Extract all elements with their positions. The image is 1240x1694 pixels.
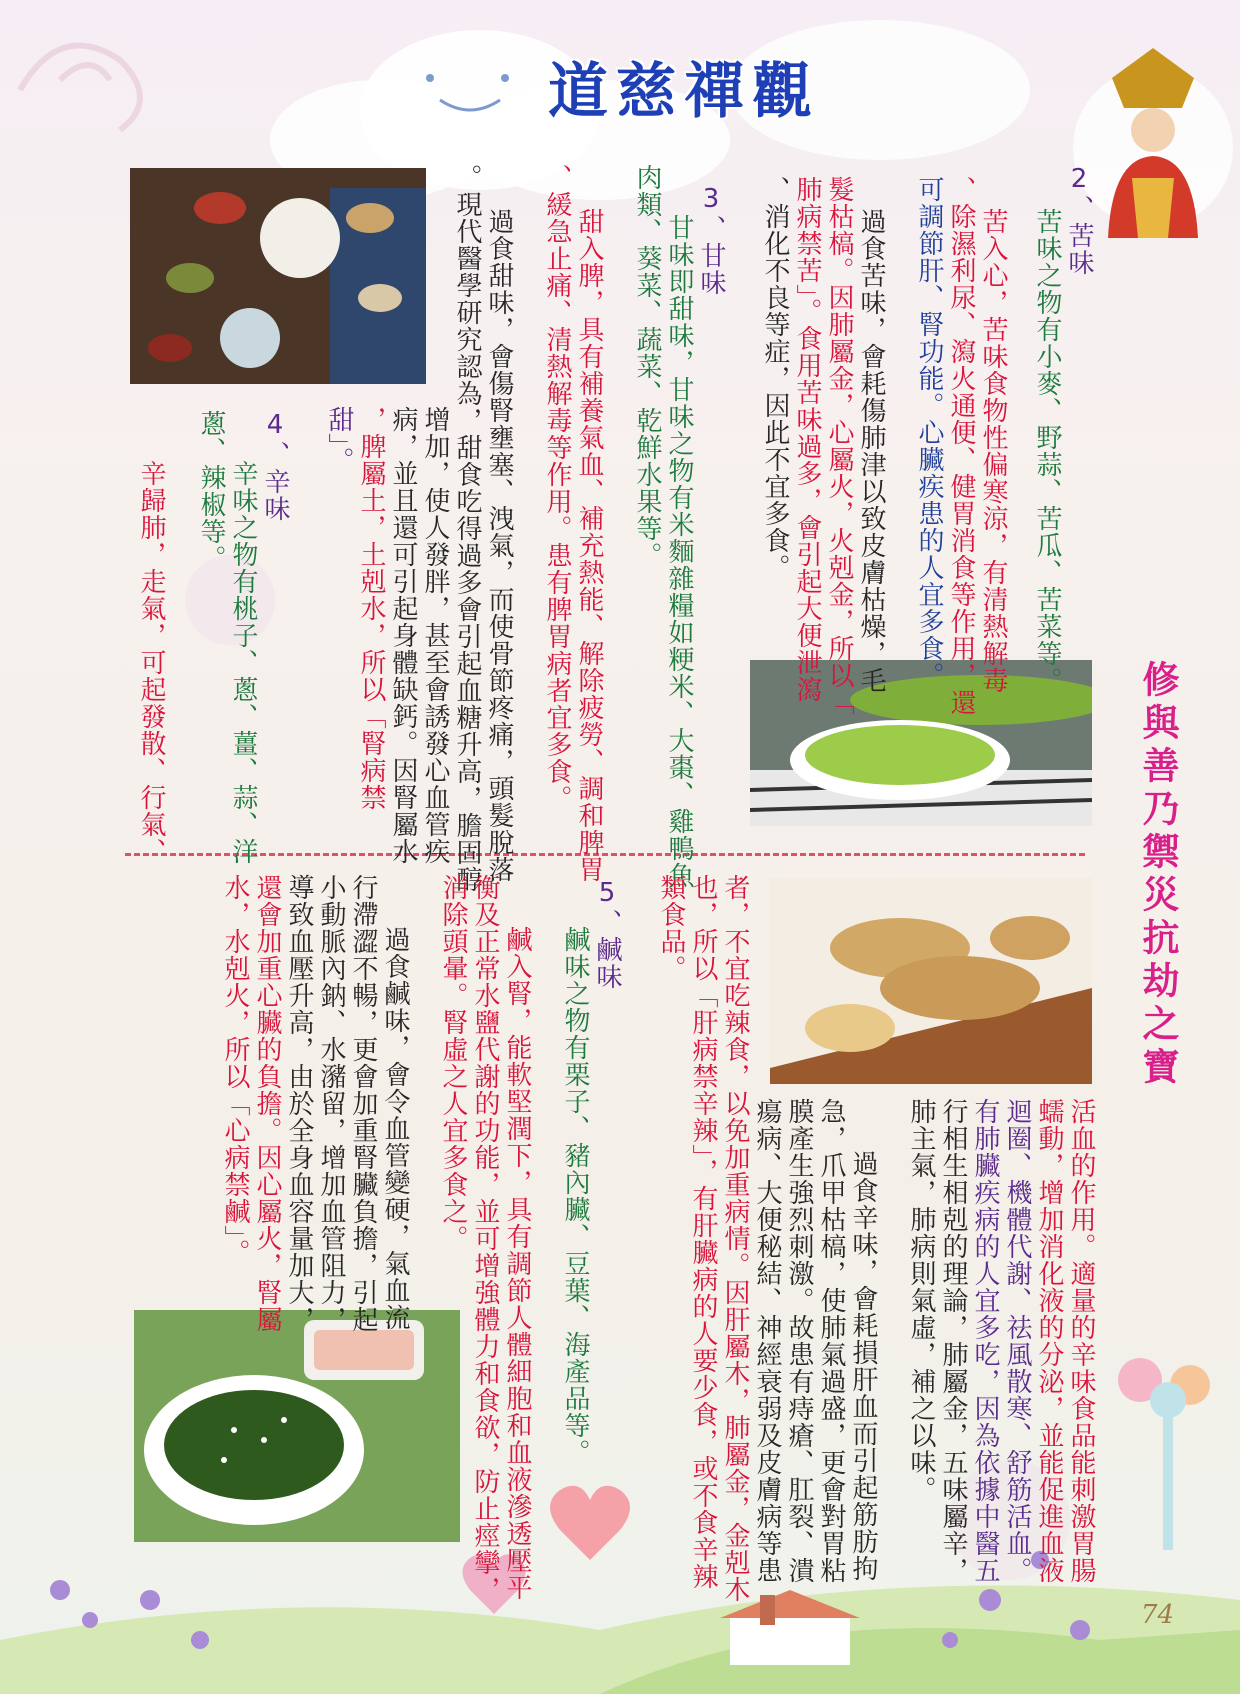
- salty-warning-3: 小動脈內鈉、水瀦留，增加血管阻力，: [316, 874, 346, 1333]
- bitter-heading: 2、苦味: [1064, 164, 1094, 276]
- pungent-benefit-cont-3: 迴圈、機體代謝、祛風散寒、舒筋活血。: [1002, 1098, 1032, 1584]
- pungent-warning-4: 瘍病、大便秘結、神經衰弱及皮膚病等患: [752, 1098, 782, 1584]
- ginger-photo: [770, 878, 1092, 1084]
- pungent-warning-5: 者，不宜吃辣食，以免加重病情。因肝屬木，肺屬金，金剋木: [720, 874, 750, 1603]
- pungent-warning-7: 類食品。: [656, 874, 686, 982]
- sweet-intro-1: 甘味即甜味，甘味之物有米麵雜糧如粳米、大棗、雞鴨魚: [664, 214, 694, 889]
- bitter-intro: 苦味之物有小麥、野蒜、苦瓜、苦菜等。: [1032, 208, 1062, 694]
- pungent-warning-3: 膜產生強烈刺激。故患有痔瘡、肛裂、潰: [784, 1098, 814, 1584]
- pungent-heading: 4、辛味: [260, 410, 290, 522]
- sweet-benefit-2: 、緩急止痛、清熱解毒等作用。患有脾胃病者宜多食。: [542, 164, 572, 812]
- pungent-benefit-cont-6: 肺主氣，肺病則氣虛，補之以味。: [906, 1098, 936, 1503]
- bitter-benefit-3: 可調節肝、腎功能。心臟疾患的人宜多食。: [914, 176, 944, 689]
- sweet-warning-1: 過食甜味，會傷腎壅塞、洩氣，而使骨節疼痛，頭髮脫落: [484, 208, 514, 883]
- salty-benefit-1: 鹹入腎，能軟堅潤下，具有調節人體細胞和血液滲透壓平: [502, 926, 532, 1601]
- salty-warning-5: 還會加重心臟的負擔。因心屬火，腎屬: [252, 874, 282, 1333]
- slogan: 修與善乃禦災抗劫之寶: [1136, 660, 1180, 1090]
- pungent-benefit-cont-1: 活血的作用。適量的辛味食品能刺激胃腸: [1066, 1098, 1096, 1584]
- salty-heading: 5、鹹味: [592, 878, 622, 990]
- tree-icon: [1118, 1358, 1210, 1550]
- sweet-warning-2: 。現代醫學研究認為，甜食吃得過多會引起血糖升高，膽固醇: [452, 164, 482, 893]
- sweet-warning-6: 甜」。: [324, 406, 354, 474]
- bitter-warning-3: 肺病禁苦」。食用苦味過多，會引起大便泄瀉: [792, 176, 822, 703]
- pungent-benefit-cont-2: 蠕動，增加消化液的分泌，並能促進血液: [1034, 1098, 1064, 1584]
- pungent-intro-2: 蔥、辣椒等。: [196, 410, 226, 572]
- pungent-benefit-start: 辛歸肺，走氣，可起發散、行氣、: [136, 460, 166, 865]
- bitter-warning-1: 過食苦味，會耗傷肺津以致皮膚枯燥，毛: [856, 208, 886, 694]
- bitter-benefit-2: 、除濕利尿、瀉火通便、健胃消食等作用，還: [946, 176, 976, 716]
- page-number: 74: [1140, 1600, 1174, 1630]
- bitter-warning-2: 髮枯槁。因肺屬金，心屬火，火剋金，所以「: [824, 176, 854, 716]
- page-title: 道慈禪觀: [548, 57, 820, 127]
- grains-photo: [130, 168, 426, 384]
- salty-warning-2: 行滯澀不暢，更會加重腎臟負擔，引起: [348, 874, 378, 1333]
- salty-intro: 鹹味之物有栗子、豬內臟、豆葉、海產品等。: [560, 926, 590, 1466]
- pungent-benefit-cont-5: 行相生相剋的理論，肺屬金，五味屬辛，: [938, 1098, 968, 1584]
- sweet-heading: 3、甘味: [696, 184, 726, 296]
- seaweed-salad-photo: [134, 1310, 460, 1542]
- salty-warning-4: 導致血壓升高，由於全身血容量加大，: [284, 874, 314, 1333]
- sweet-warning-4: 病，並且還可引起身體缺鈣。因腎屬水: [388, 406, 418, 865]
- pungent-benefit-cont-4: 有肺臟疾病的人宜多吃，因為依據中醫五: [970, 1098, 1000, 1584]
- sweet-benefit-1: 甜入脾，具有補養氣血、補充熱能、解除疲勞、調和脾胃: [574, 208, 604, 883]
- pungent-warning-2: 急，爪甲枯槁，使肺氣過盛，更會對胃粘: [816, 1098, 846, 1584]
- salty-warning-6: 水，水剋火，所以「心病禁鹹」。: [220, 874, 250, 1266]
- sweet-warning-3: 增加，使人發胖，甚至會誘發心血管疾: [420, 406, 450, 865]
- bitter-benefit-1: 苦入心，苦味食物性偏寒涼，有清熱解毒: [978, 208, 1008, 694]
- bitter-warning-4: 、消化不良等症，因此不宜多食。: [760, 176, 790, 581]
- sweet-intro-2: 肉類、葵菜、蔬菜、乾鮮水果等。: [632, 164, 662, 569]
- sweet-warning-5: ，脾屬土，土剋水，所以「腎病禁: [356, 406, 386, 811]
- salty-warning-1: 過食鹹味，會令血管變硬，氣血流: [380, 926, 410, 1331]
- pungent-warning-1: 過食辛味，會耗損肝血而引起筋肪拘: [848, 1150, 878, 1582]
- salty-benefit-2: 衡及正常水鹽代謝的功能，並可增強體力和食欲，防止痙攣，: [470, 874, 500, 1603]
- pungent-warning-6: 也，所以「肝病禁辛辣」，有肝臟病的人要少食，或不食辛辣: [688, 874, 718, 1590]
- deity-statue-icon: [1072, 38, 1234, 258]
- pungent-intro-1: 辛味之物有桃子、蔥、薑、蒜、洋: [228, 460, 258, 865]
- salty-benefit-3: 消除頭暈。腎虛之人宜多食之。: [438, 874, 468, 1252]
